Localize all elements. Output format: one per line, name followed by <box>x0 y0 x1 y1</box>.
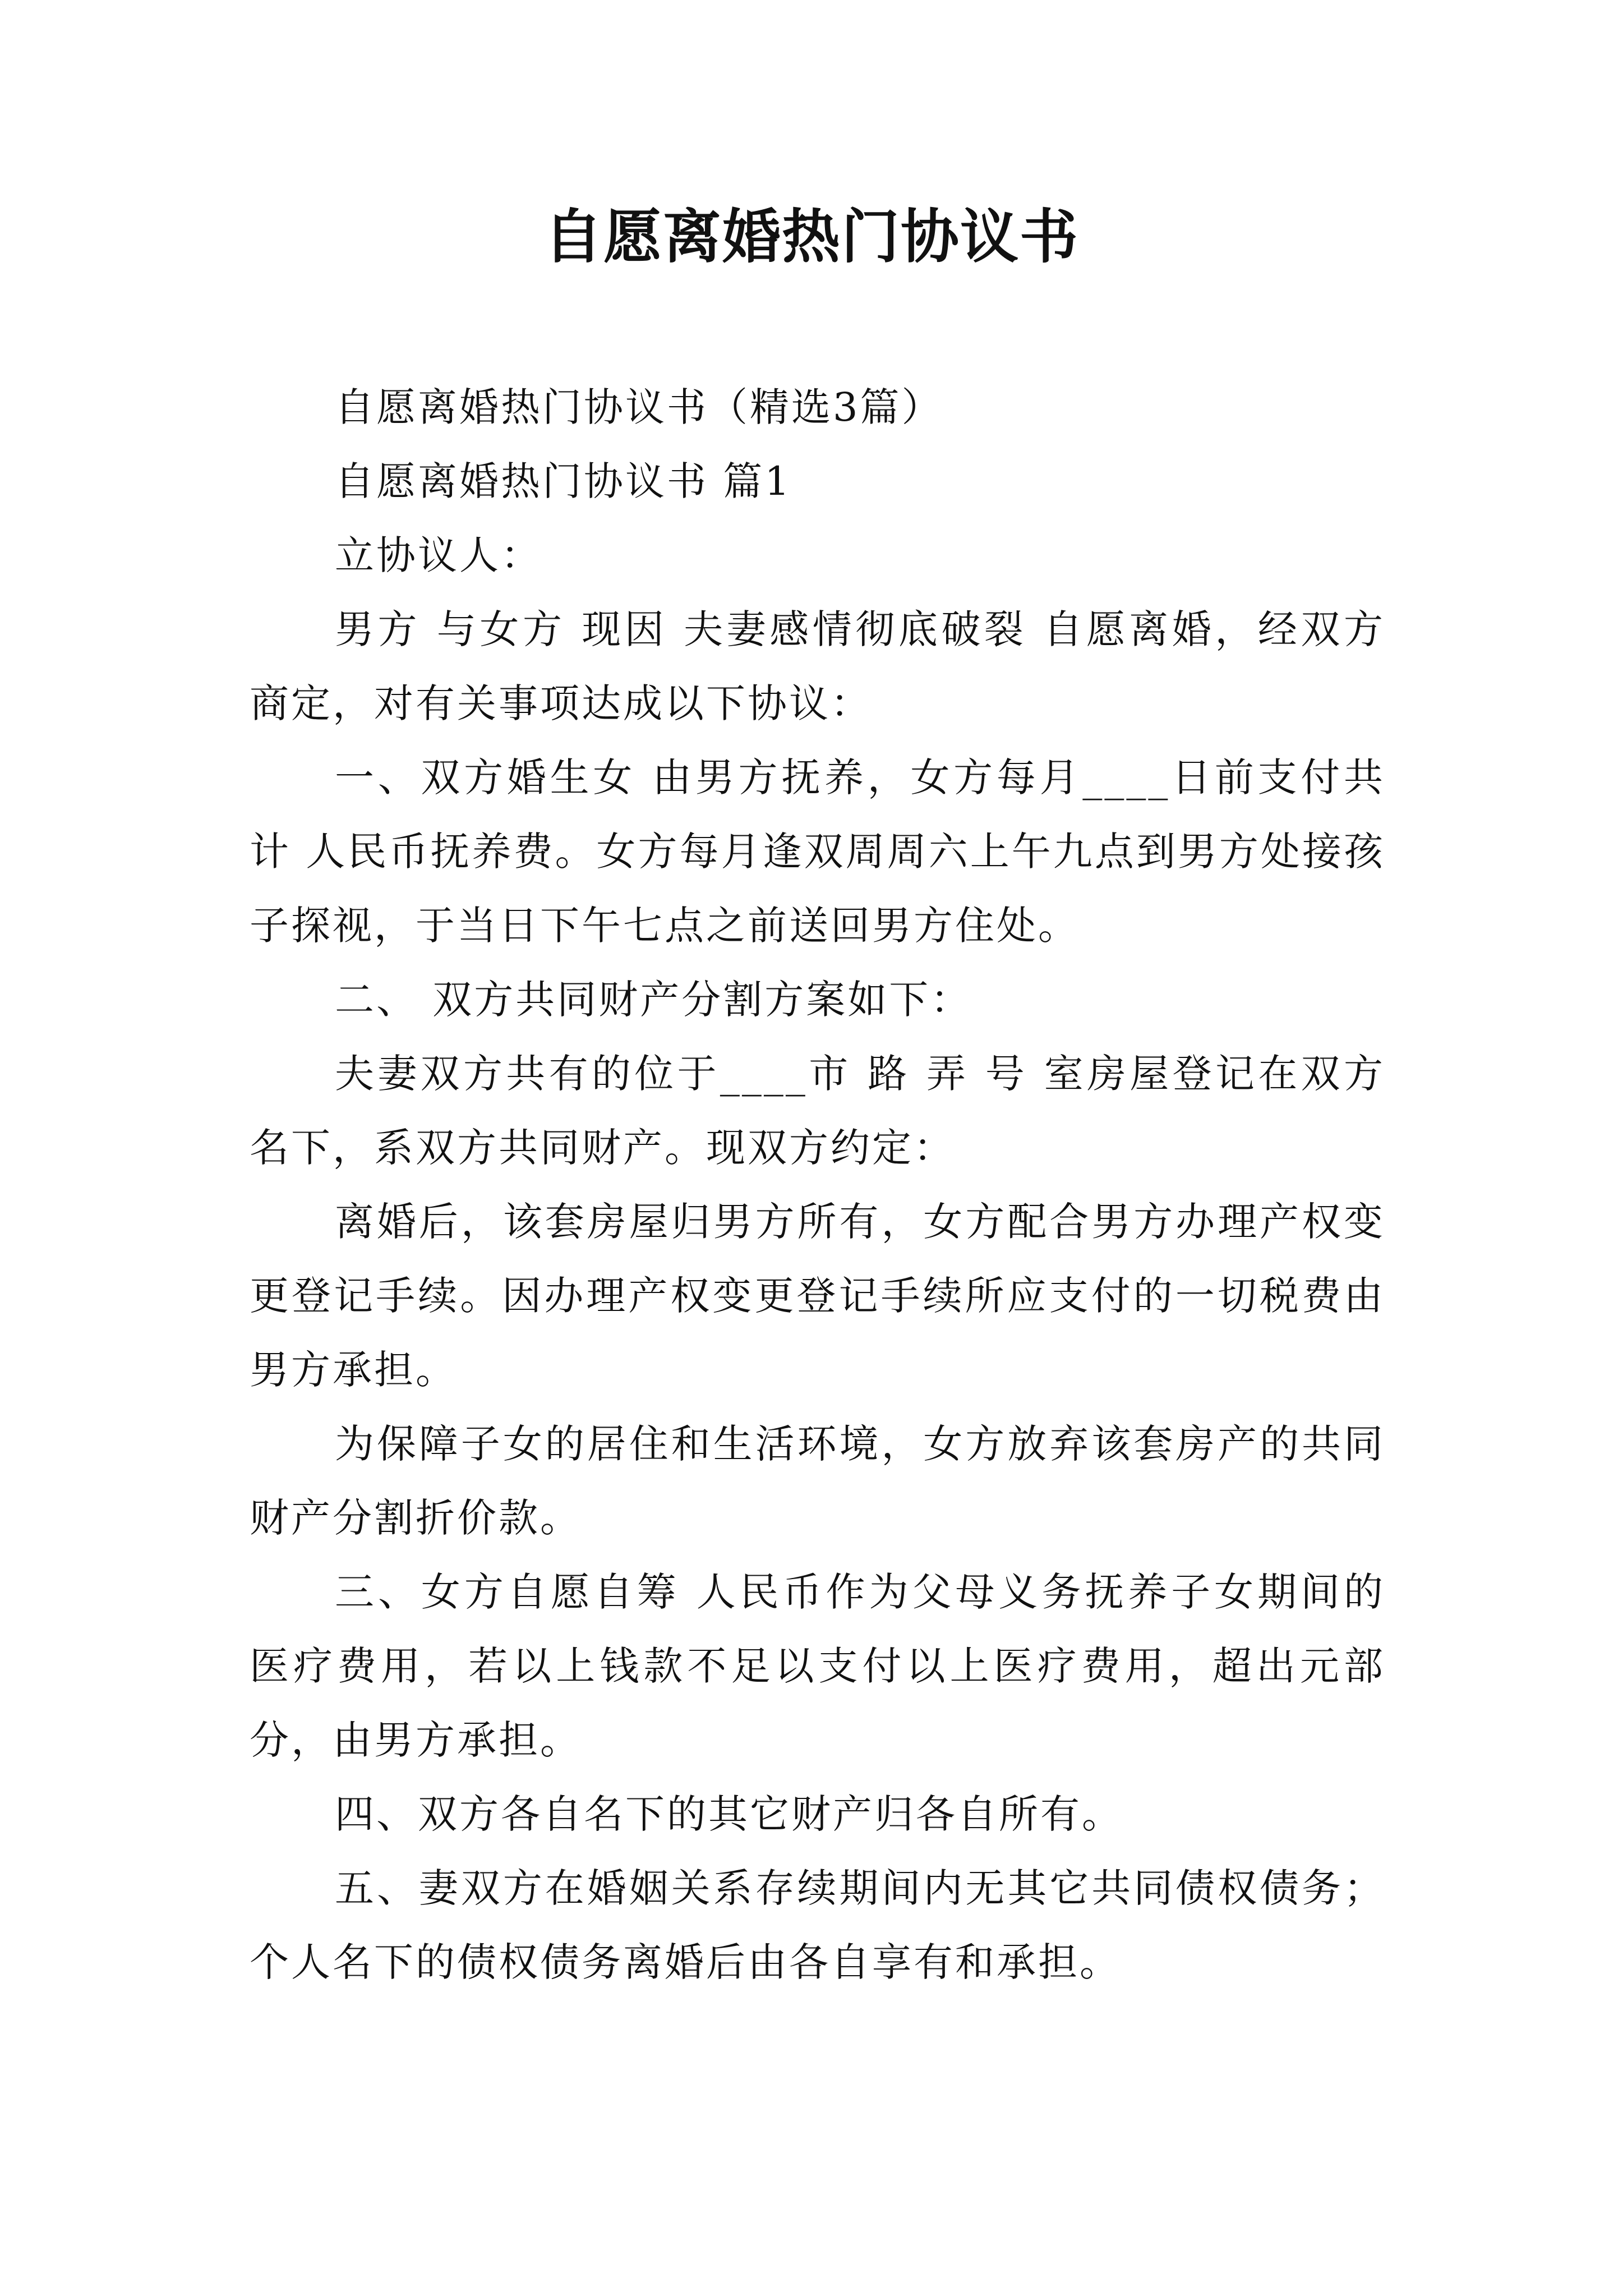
intro-paragraph: 男方 与女方 现因 夫妻感情彻底破裂 自愿离婚，经双方商定，对有关事项达成以下协议： <box>250 606 1385 726</box>
subtitle-paragraph: 自愿离婚热门协议书（精选3篇） <box>335 384 943 430</box>
waiver-paragraph: 为保障子女的居住和生活环境，女方放弃该套房产的共同财产分割折价款。 <box>250 1421 1385 1541</box>
clause-four-paragraph: 四、双方各自名下的其它财产归各自所有。 <box>335 1791 1123 1837</box>
clause-two-heading: 二、 双方共同财产分割方案如下： <box>335 977 972 1023</box>
parties-label: 立协议人： <box>335 532 542 578</box>
house-ownership-paragraph: 离婚后，该套房屋归男方所有，女方配合男方办理产权变更登记手续。因办理产权变更登记手续所应支付的一切税费由男方承担。 <box>250 1199 1385 1393</box>
clause-one-paragraph: 一、双方婚生女 由男方抚养，女方每月____日前支付共计 人民币抚养费。女方每月逢双周周六上午九点到男方处接孩子探视，于当日下午七点之前送回男方住处。 <box>250 754 1385 949</box>
property-paragraph: 夫妻双方共有的位于____市 路 弄 号 室房屋登记在双方名下，系双方共同财产。现双方约定： <box>250 1051 1385 1171</box>
clause-three-paragraph: 三、女方自愿自筹 人民币作为父母义务抚养子女期间的医疗费用，若以上钱款不足以支付以上医疗费用，超出元部分，由男方承担。 <box>250 1569 1385 1763</box>
clause-five-paragraph: 五、妻双方在婚姻关系存续期间内无其它共同债权债务；个人名下的债权债务离婚后由各自享有和承担。 <box>250 1865 1385 1985</box>
document-title: 自愿离婚热门协议书 <box>543 202 1079 271</box>
document-body <box>250 370 1385 1999</box>
section-heading: 自愿离婚热门协议书 篇1 <box>335 458 792 504</box>
